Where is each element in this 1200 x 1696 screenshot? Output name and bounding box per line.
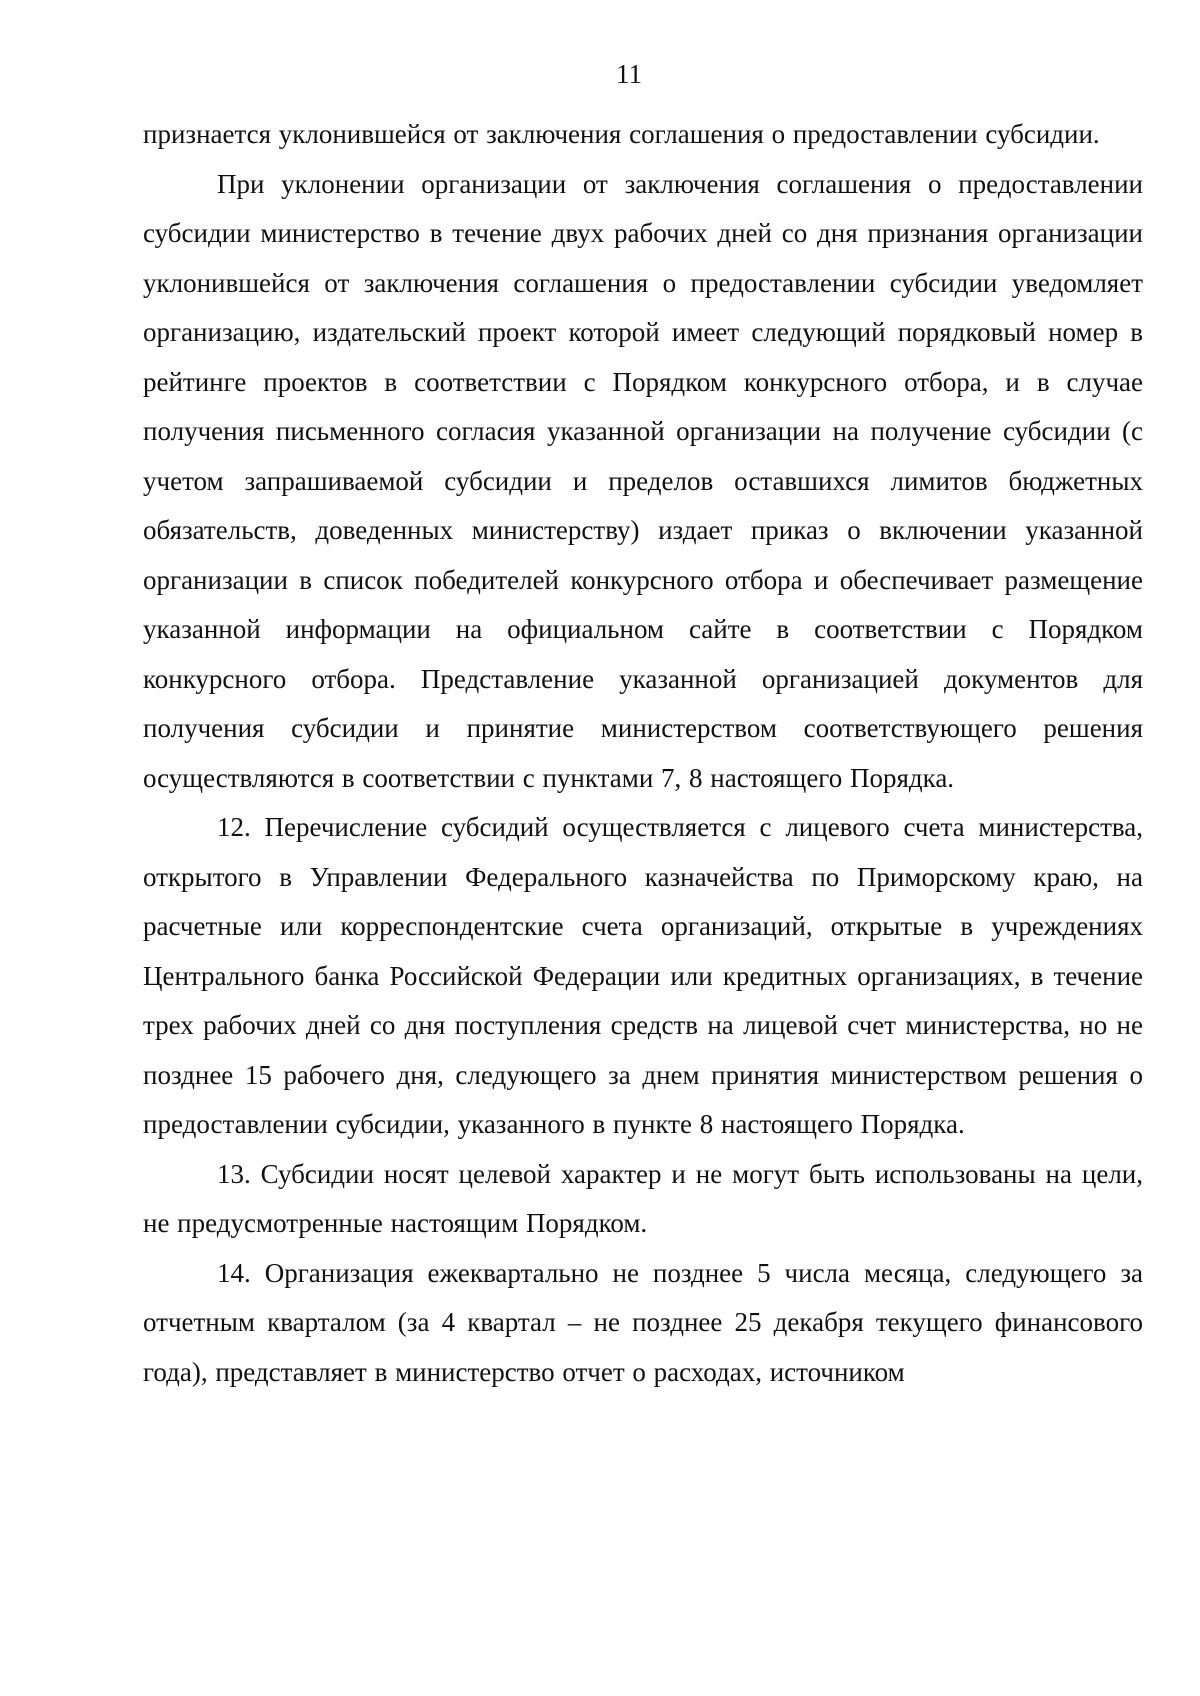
paragraph-item-13: 13. Субсидии носят целевой характер и не могут быть использованы на цели, не предусмотренные настоящим Порядком. bbox=[143, 1158, 1143, 1238]
document-body bbox=[143, 110, 1143, 1397]
paragraph-evasion-procedure: При уклонении организации от заключения соглашения о предоставлении субсидии министерство в течение двух рабочих дней со дня признания организации уклонившейся от заключения соглашения о предоставлении субсидии уведомляет организацию, издательский проект которой имеет следующий порядковый номер в рейтинге проектов в соответствии с Порядком конкурсного отбора, и в случае получения письменного согласия указанной организации на получение субсидии (с учетом запрашиваемой субсидии и пределов оставшихся лимитов бюджетных обязательств, доведенных министерству) издает приказ о включении указанной организации в список победителей конкурсного отбора и обеспечивает размещение указанной информации на официальном сайте в соответствии с Порядком конкурсного отбора. Представление указанной организацией документов для получения субсидии и принятие министерством соответствующего решения осуществляются в соответствии с пунктами 7, 8 настоящего Порядка. bbox=[143, 168, 1143, 793]
paragraph-continuation: признается уклонившейся от заключения соглашения о предоставлении субсидии. bbox=[143, 119, 1100, 149]
paragraph-item-12: 12. Перечисление субсидий осуществляется с лицевого счета министерства, открытого в Управлении Федерального казначейства по Приморскому краю, на расчетные или корреспондентские счета организаций, открытые в учреждениях Центрального банка Российской Федерации или кредитных организациях, в течение трех рабочих дней со дня поступления средств на лицевой счет министерства, но не позднее 15 рабочего дня, следующего за днем принятия министерством решения о предоставлении субсидии, указанного в пункте 8 настоящего Порядка. bbox=[143, 812, 1143, 1139]
paragraph-item-14: 14. Организация ежеквартально не позднее 5 числа месяца, следующего за отчетным кварталом (за 4 квартал – не позднее 25 декабря текущего финансового года), представляет в министерство отчет о расходах, источником bbox=[143, 1257, 1143, 1387]
page-number: 11 bbox=[616, 59, 642, 89]
